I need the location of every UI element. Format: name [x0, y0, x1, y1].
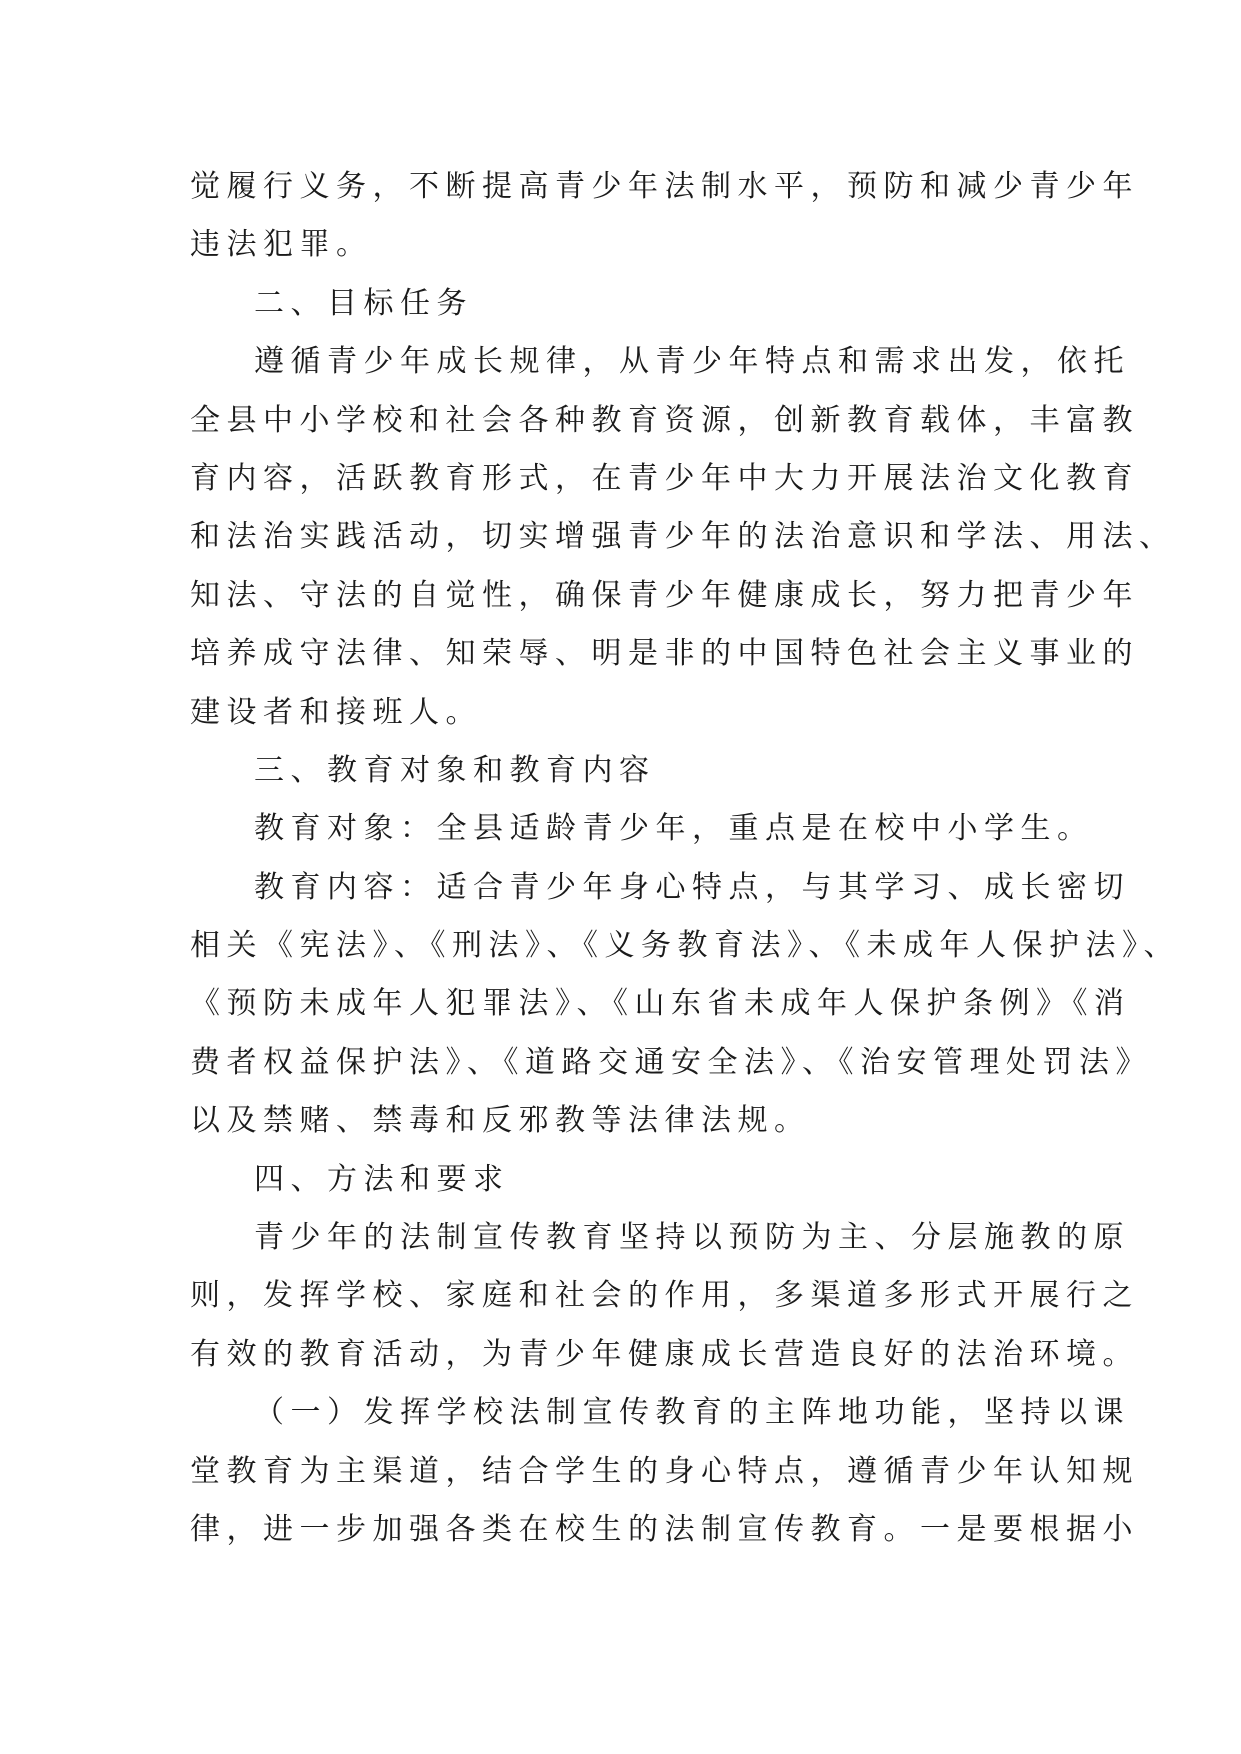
text-line: 建设者和接班人。: [190, 694, 482, 730]
text-line: 律，进一步加强各类在校生的法制宣传教育。一是要根据小: [190, 1511, 1139, 1547]
text-line: 堂教育为主渠道，结合学生的身心特点，遵循青少年认知规: [190, 1453, 1139, 1489]
text-line: 教育对象：全县适龄青少年，重点是在校中小学生。: [254, 811, 1094, 847]
text-line: 有效的教育活动，为青少年健康成长营造良好的法治环境。: [190, 1336, 1139, 1372]
text-line: 全县中小学校和社会各种教育资源，创新教育载体，丰富教: [190, 402, 1139, 438]
document-body: [190, 158, 1180, 1559]
text-line: 觉履行义务，不断提高青少年法制水平，预防和减少青少年: [190, 169, 1139, 204]
text-line: 教育内容：适合青少年身心特点，与其学习、成长密切: [254, 869, 1130, 905]
text-line: 知法、守法的自觉性，确保青少年健康成长，努力把青少年: [190, 577, 1139, 613]
text-line: 四、方法和要求: [254, 1161, 510, 1197]
text-line: 遵循青少年成长规律，从青少年特点和需求出发，依托: [254, 344, 1130, 380]
text-line: （一）发挥学校法制宣传教育的主阵地功能，坚持以课: [254, 1395, 1130, 1431]
text-line: 相关《宪法》、《刑法》、《义务教育法》、《未成年人保护法》、: [190, 928, 1180, 964]
text-line: 三、教育对象和教育内容: [254, 752, 656, 788]
text-line: 培养成守法律、知荣辱、明是非的中国特色社会主义事业的: [190, 636, 1139, 672]
text-line: 则，发挥学校、家庭和社会的作用，多渠道多形式开展行之: [190, 1278, 1139, 1314]
text-line: 青少年的法制宣传教育坚持以预防为主、分层施教的原: [254, 1220, 1130, 1256]
text-line: 育内容，活跃教育形式，在青少年中大力开展法治文化教育: [190, 460, 1139, 496]
text-line: 二、目标任务: [254, 285, 473, 321]
text-line: 以及禁赌、禁毒和反邪教等法律法规。: [190, 1103, 811, 1139]
text-line: 和法治实践活动，切实增强青少年的法治意识和学法、用法、: [190, 519, 1176, 555]
text-line: 违法犯罪。: [190, 227, 373, 263]
text-line: 《预防未成年人犯罪法》、《山东省未成年人保护条例》《消: [190, 986, 1131, 1022]
text-line: 费者权益保护法》、《道路交通安全法》、《治安管理处罚法》: [190, 1044, 1152, 1080]
